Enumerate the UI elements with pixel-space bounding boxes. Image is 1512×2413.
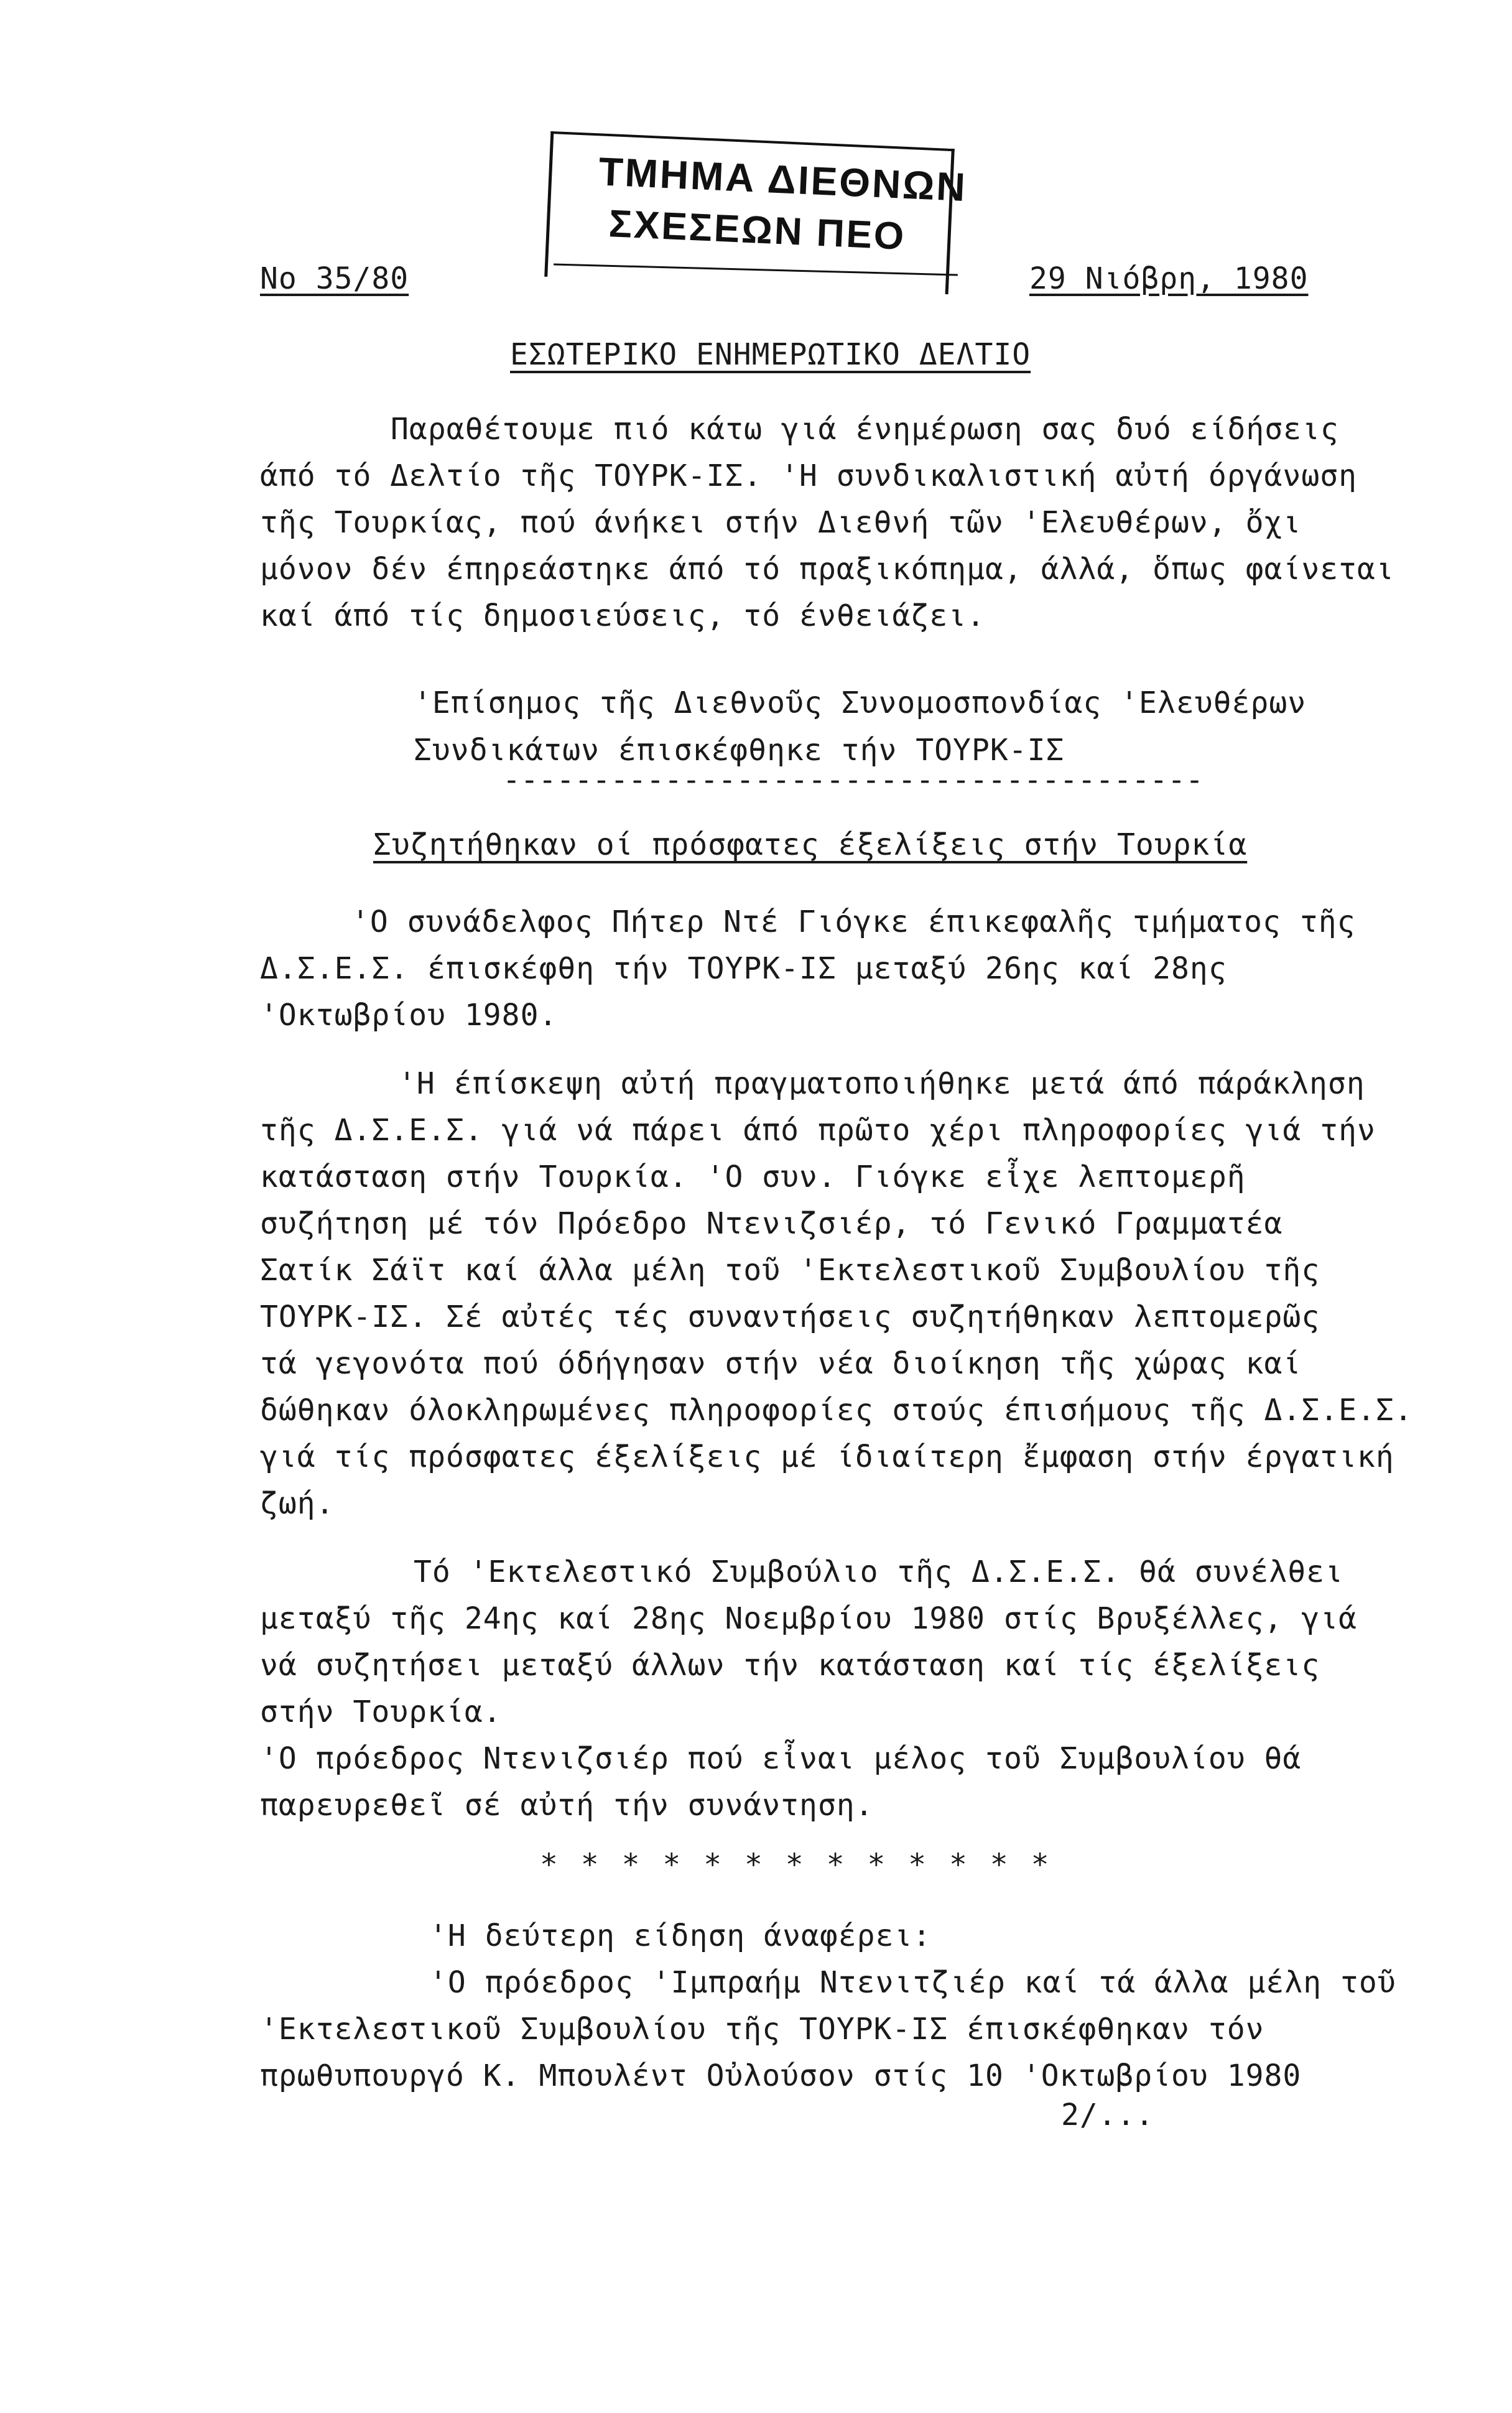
separator-stars: * * * * * * * * * * * * * xyxy=(540,1848,1052,1882)
text-line: νά συζητήσει μεταξύ άλλων τήν κατάσταση καί τίς έξελίξεις xyxy=(260,1648,1320,1683)
text-line: Δ.Σ.Ε.Σ. έπισκέφθη τήν ΤΟΥΡΚ-ΙΣ μεταξύ 26ης καί 28ης xyxy=(260,951,1227,986)
text-line: καί άπό τίς δημοσιεύσεις, τό ένθειάζει. xyxy=(260,598,986,633)
text-line: ΤΟΥΡΚ-ΙΣ. Σέ αὐτές τές συναντήσεις συζητήθηκαν λεπτομερῶς xyxy=(260,1299,1320,1334)
text-line: ζωή. xyxy=(260,1486,335,1521)
text-line: τά γεγονότα πού όδήγησαν στήν νέα διοίκηση τῆς χώρας καί xyxy=(260,1346,1302,1381)
separator-dashes: --------------------------------------- xyxy=(503,763,1204,797)
text-line: άπό τό Δελτίο τῆς ΤΟΥΡΚ-ΙΣ. 'Η συνδικαλιστική αὐτή όργάνωση xyxy=(260,458,1358,493)
page-number: 2/... xyxy=(1061,2098,1154,2132)
text-line: παρευρεθεῖ σέ αὐτή τήν συνάντηση. xyxy=(260,1788,874,1823)
text-line: Σατίκ Σάϊτ καί άλλα μέλη τοῦ 'Εκτελεστικοῦ Συμβουλίου τῆς xyxy=(260,1253,1320,1288)
text-line: συζήτηση μέ τόν Πρόεδρο Ντενιζσιέρ, τό Γενικό Γραμματέα xyxy=(260,1206,1283,1241)
text-line: μεταξύ τῆς 24ης καί 28ης Νοεμβρίου 1980 στίς Βρυξέλλες, γιά xyxy=(260,1601,1358,1636)
text-line: γιά τίς πρόσφατες έξελίξεις μέ ίδιαίτερη ἔμφαση στήν έργατική xyxy=(260,1439,1394,1474)
stamp-line-2: ΣΧΕΣΕΩΝ ΠΕΟ xyxy=(608,202,907,258)
text-line: τῆς Τουρκίας, πού άνήκει στήν Διεθνή τῶν 'Ελευθέρων, ὄχι xyxy=(260,505,1302,540)
text-line: Τό 'Εκτελεστικό Συμβούλιο τῆς Δ.Σ.Ε.Σ. θά συνέλθει xyxy=(414,1555,1343,1589)
text-line: 'Ο συνάδελφος Πήτερ Ντέ Γιόγκε έπικεφαλῆς τμήματος τῆς xyxy=(351,904,1356,939)
reference-number: Νο 35/80 xyxy=(260,261,409,296)
text-line: Συνδικάτων έπισκέφθηκε τήν ΤΟΥΡΚ-ΙΣ xyxy=(414,733,1065,768)
text-line: Παραθέτουμε πιό κάτω γιά ένημέρωση σας δυό είδήσεις xyxy=(391,412,1339,447)
text-line: στήν Τουρκία. xyxy=(260,1695,502,1729)
text-line: τῆς Δ.Σ.Ε.Σ. γιά νά πάρει άπό πρῶτο χέρι πληροφορίες γιά τήν xyxy=(260,1113,1376,1148)
text-line: δώθηκαν όλοκληρωμένες πληροφορίες στούς έπισήμους τῆς Δ.Σ.Ε.Σ. xyxy=(260,1393,1413,1428)
stamp-line-1: ΤΜΗΜΑ ΔΙΕΘΝΩΝ xyxy=(598,149,968,210)
text-line: μόνον δέν έπηρεάστηκε άπό τό πραξικόπημα, άλλά, ὅπως φαίνεται xyxy=(260,552,1394,587)
text-line: 'Ο πρόεδρος 'Ιμπραήμ Ντενιτζιέρ καί τά άλλα μέλη τοῦ xyxy=(429,1965,1396,2000)
document-title: ΕΣΩΤΕΡΙΚΟ ΕΝΗΜΕΡΩΤΙΚΟ ΔΕΛΤΙΟ xyxy=(510,337,1031,372)
text-line: κατάσταση στήν Τουρκία. 'Ο συν. Γιόγκε εἶχε λεπτομερῆ xyxy=(260,1160,1246,1194)
news-subheading: Συζητήθηκαν οί πρόσφατες έξελίξεις στήν Τουρκία xyxy=(373,827,1248,862)
text-line: 'Η έπίσκεψη αὐτή πραγματοποιήθηκε μετά άπό πάράκληση xyxy=(398,1066,1365,1101)
text-line: 'Η δεύτερη είδηση άναφέρει: xyxy=(429,1918,932,1953)
document-date: 29 Νιόβρη, 1980 xyxy=(1029,261,1309,296)
text-line: 'Οκτωβρίου 1980. xyxy=(260,998,558,1033)
text-line: 'Ο πρόεδρος Ντενιζσιέρ πού εἶναι μέλος τοῦ Συμβουλίου θά xyxy=(260,1741,1302,1776)
text-line: πρωθυπουργό Κ. Μπουλέντ Οὐλούσον στίς 10 'Οκτωβρίου 1980 xyxy=(260,2058,1302,2093)
text-line: 'Εκτελεστικοῦ Συμβουλίου τῆς ΤΟΥΡΚ-ΙΣ έπισκέφθηκαν τόν xyxy=(260,2012,1264,2047)
text-line: 'Επίσημος τῆς Διεθνοῦς Συνομοσπονδίας 'Ελευθέρων xyxy=(414,686,1307,720)
